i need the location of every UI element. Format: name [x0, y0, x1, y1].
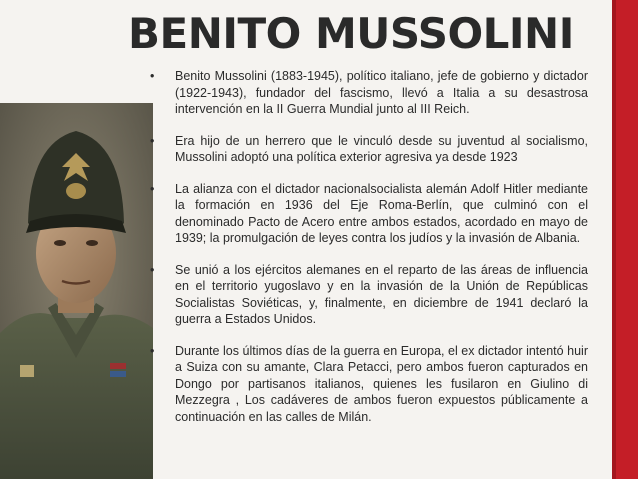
- bullet-marker: •: [150, 181, 155, 196]
- bullet-marker: •: [150, 343, 155, 358]
- accent-band-edge: [612, 0, 616, 479]
- bullet-text: La alianza con el dictador nacionalsocialista alemán Adolf Hitler mediante la formación en 1936 del Eje Roma-Berlín, que culminó con el denominado Pacto de Acero entre ambos estados, acordado en mayo de 1939; la promulgación de leyes contra los judíos y la invasión de Albania.: [175, 181, 588, 245]
- bullet-list: [150, 68, 588, 440]
- portrait-photo: [0, 103, 153, 479]
- bullet-text: Se unió a los ejércitos alemanes en el reparto de las áreas de influencia en el territorio yugoslavo y en la invasión de la Unión de Repúblicas Socialistas Soviéticas, y, finalmente, en diciembre de 1941 declaró la guerra a Estados Unidos.: [175, 262, 588, 326]
- list-item: [150, 133, 588, 166]
- list-item: [150, 68, 588, 118]
- list-item: [150, 262, 588, 328]
- bullet-marker: •: [150, 69, 155, 83]
- slide-title: BENITO MUSSOLINI: [128, 9, 574, 58]
- bullet-text: Durante los últimos días de la guerra en Europa, el ex dictador intentó huir a Suiza con su amante, Clara Petacci, pero ambos fueron capturados en Dongo por partisanos italianos, quienes les fusilaron en Giulino di Mezzegra , Los cadáveres de ambos fueron expuestos públicamente a continuación en las calles de Milán.: [175, 343, 588, 424]
- bullet-marker: •: [150, 262, 155, 277]
- list-item: [150, 181, 588, 247]
- bullet-text: Benito Mussolini (1883-1945), político italiano, jefe de gobierno y dictador (1922-1943), fundador del fascismo, llevó a Italia a su desastrosa intervención en la II Guerra Mundial junto al III Reich.: [175, 69, 588, 116]
- bullet-marker: •: [150, 133, 155, 148]
- bullet-text: Era hijo de un herrero que le vinculó desde su juventud al socialismo, Mussolini adoptó una política exterior agresiva ya desde 1923: [175, 133, 588, 164]
- list-item: [150, 343, 588, 426]
